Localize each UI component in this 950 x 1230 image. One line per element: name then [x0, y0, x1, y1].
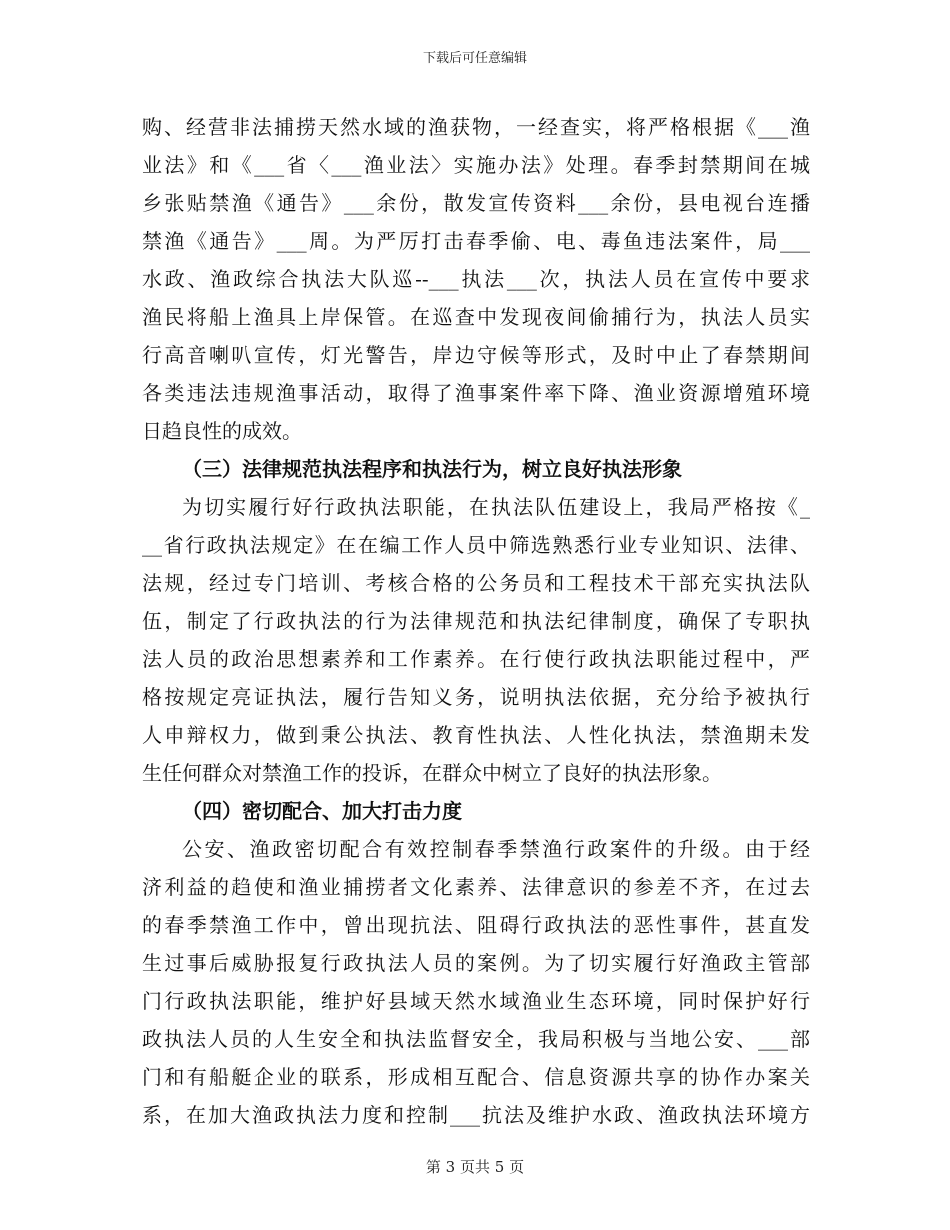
body-line: 政执法人员的人生安全和执法监督安全，我局积极与当地公安、___部: [142, 1027, 810, 1051]
body-line: 格按规定亮证执法，履行告知义务，说明执法依据，充分给予被执行: [142, 685, 810, 709]
section-heading: （四）密切配合、加大打击力度: [182, 799, 462, 823]
body-line: 购、经营非法捕捞天然水域的渔获物，一经查实，将严格根据《___渔: [142, 115, 810, 139]
body-line: 生过事后威胁报复行政执法人员的案例。为了切实履行好渔政主管部: [142, 951, 810, 975]
body-line: 公安、渔政密切配合有效控制春季禁渔行政案件的升级。由于经: [182, 837, 810, 861]
body-line: 伍，制定了行政执法的行为法律规范和执法纪律制度，确保了专职执: [142, 609, 810, 633]
body-line: 禁渔《通告》___周。为严厉打击春季偷、电、毒鱼违法案件，局___: [142, 229, 810, 253]
body-line: 各类违法违规渔事活动，取得了渔事案件率下降、渔业资源增殖环境: [142, 381, 810, 405]
body-line: 法规，经过专门培训、考核合格的公务员和工程技术干部充实执法队: [142, 571, 810, 595]
body-line: 渔民将船上渔具上岸保管。在巡查中发现夜间偷捕行为，执法人员实: [142, 305, 810, 329]
section-heading: （三）法律规范执法程序和执法行为，树立良好执法形象: [182, 457, 682, 481]
body-line: 济利益的趋使和渔业捕捞者文化素养、法律意识的参差不齐，在过去: [142, 875, 810, 899]
body-line: 为切实履行好行政执法职能，在执法队伍建设上，我局严格按《_: [182, 495, 810, 519]
body-line: 行高音喇叭宣传，灯光警告，岸边守候等形式，及时中止了春禁期间: [142, 343, 810, 367]
body-line: 业法》和《___省〈___渔业法〉实施办法》处理。春季封禁期间在城: [142, 153, 810, 177]
body-line: 法人员的政治思想素养和工作素养。在行使行政执法职能过程中，严: [142, 647, 810, 671]
page-footer: 第 3 页共 5 页: [425, 1158, 525, 1176]
body-line: 乡张贴禁渔《通告》___余份，散发宣传资料___余份，县电视台连播: [142, 191, 810, 215]
document-body: [142, 108, 810, 1134]
body-line: 门行政执法职能，维护好县域天然水域渔业生态环境，同时保护好行: [142, 989, 810, 1013]
page-header: 下载后可任意编辑: [422, 51, 527, 66]
body-line: 日趋良性的成效。: [142, 419, 302, 443]
body-line: 生任何群众对禁渔工作的投诉，在群众中树立了良好的执法形象。: [142, 761, 722, 785]
body-line: 水政、渔政综合执法大队巡--___执法___次，执法人员在宣传中要求: [142, 267, 810, 291]
body-line: 门和有船艇企业的联系，形成相互配合、信息资源共享的协作办案关: [142, 1065, 810, 1089]
body-line: __省行政执法规定》在在编工作人员中筛选熟悉行业专业知识、法律、: [142, 533, 810, 557]
body-line: 的春季禁渔工作中，曾出现抗法、阻碍行政执法的恶性事件，甚直发: [142, 913, 810, 937]
body-line: 人申辩权力，做到秉公执法、教育性执法、人性化执法，禁渔期未发: [142, 723, 810, 747]
body-line: 系，在加大渔政执法力度和控制___抗法及维护水政、渔政执法环境方: [142, 1103, 810, 1127]
